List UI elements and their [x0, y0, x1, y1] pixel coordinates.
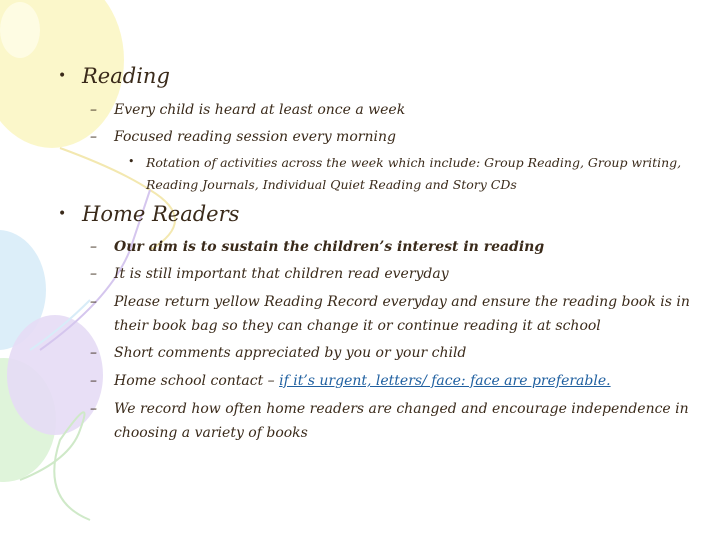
home-readers-point — [90, 369, 700, 393]
home-readers-point — [90, 235, 700, 259]
dash-icon: – — [90, 345, 97, 361]
bullet-icon: • — [58, 68, 67, 84]
contact-label: Home school contact – — [114, 373, 280, 389]
dash-icon: – — [90, 129, 97, 145]
dash-icon: – — [90, 373, 97, 389]
dash-icon: – — [90, 239, 97, 255]
reading-point-text: Focused reading session every morning — [114, 129, 396, 145]
bullet-icon: • — [58, 206, 67, 222]
home-readers-point-text: It is still important that children read everyday — [114, 266, 449, 282]
dash-icon: – — [90, 102, 97, 118]
reading-point-text: Every child is heard at least once a week — [114, 102, 406, 118]
home-readers-point-text: Short comments appreciated by you or your child — [114, 345, 467, 361]
home-readers-point — [90, 262, 700, 286]
home-readers-point-text — [114, 369, 700, 393]
home-readers-point — [90, 341, 700, 365]
home-readers-point-text: Our aim is to sustain the children’s interest in reading — [114, 239, 545, 255]
reading-heading: Reading — [82, 64, 170, 88]
home-readers-point — [90, 397, 700, 445]
home-readers-point-text: We record how often home readers are changed and encourage independence in choosing a variety of books — [114, 401, 689, 441]
home-readers-heading: Home Readers — [82, 202, 240, 226]
dash-icon: – — [90, 401, 97, 417]
reading-subpoint-text: Rotation of activities across the week which include: Group Reading, Group writing, Reading Journals, Individual Quiet Reading and Story CDs — [146, 155, 682, 192]
reading-point — [90, 125, 700, 149]
contact-link[interactable]: if it’s urgent, letters/ face: face are preferable. — [279, 373, 611, 389]
dash-icon: – — [90, 266, 97, 282]
reading-subpoint — [128, 152, 698, 196]
reading-point — [90, 98, 700, 122]
home-readers-point — [90, 290, 700, 338]
dash-icon: – — [90, 294, 97, 310]
bullet-icon: • — [128, 155, 135, 168]
home-readers-point-text: Please return yellow Reading Record everyday and ensure the reading book is in their book bag so they can change it or continue reading it at school — [114, 294, 690, 334]
